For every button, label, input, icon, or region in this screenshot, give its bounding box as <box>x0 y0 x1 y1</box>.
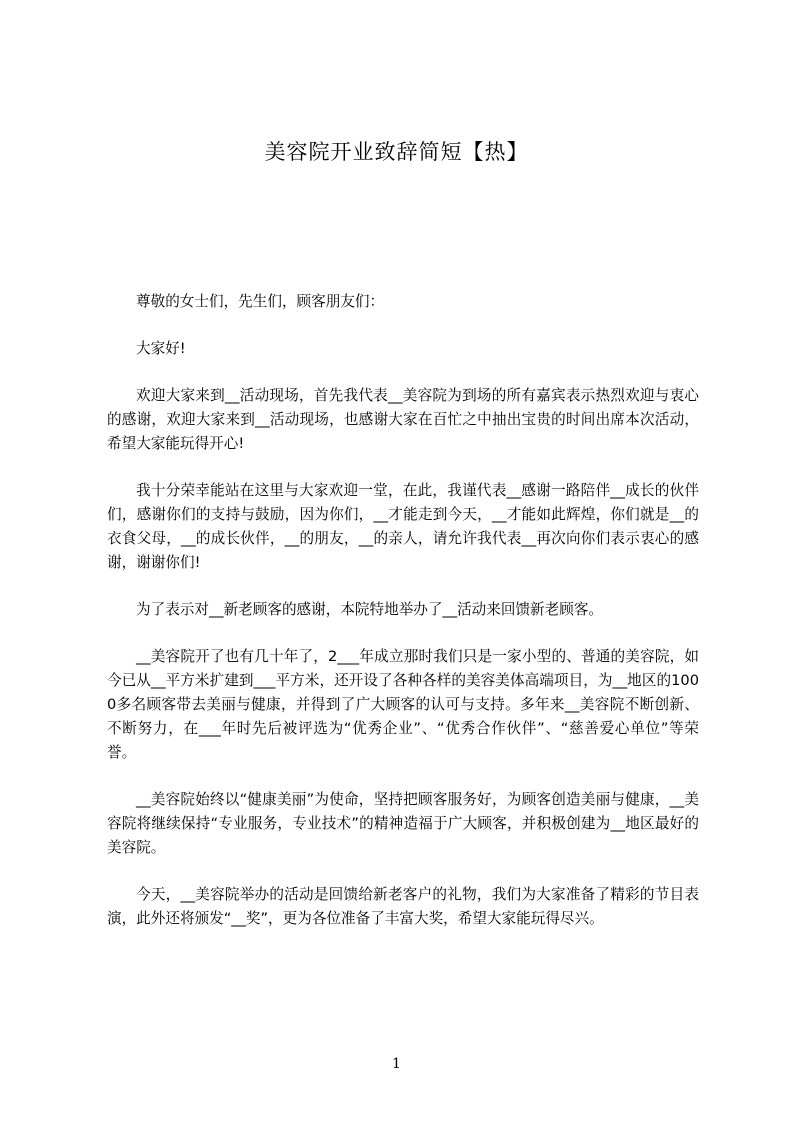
paragraph-greeting: 大家好! <box>136 340 186 357</box>
paragraph-salutation: 尊敬的女士们，先生们，顾客朋友们： <box>136 293 385 310</box>
paragraph-today: 今天，__美容院举办的活动是回馈给新老客户的礼物，我们为大家准备了精彩的节目表演，此外还将颁发“__奖”，更为各位准备了丰富大奖，希望大家能玩得尽兴。 <box>107 886 699 927</box>
page-number: 1 <box>392 1056 401 1072</box>
paragraph-event: 为了表示对__新老顾客的感谢，本院特地举办了__活动来回馈新老顾客。 <box>136 601 604 618</box>
document-title: 美容院开业致辞简短【热】 <box>264 140 529 164</box>
paragraph-history: __美容院开了也有几十年了，2___年成立那时我们只是一家小型的、普通的美容院，如今已从__平方米扩建到___平方米，还开设了各种各样的美容美体高端项目，为__地区的1000多名顾客带去美丽与健康，并得到了广大顾客的认可与支持。多年来__美容院不断创新、不断努力，在___年时先后被评选为“优秀企业”、“优秀合作伙伴”、“慈善爱心单位”等荣誉。 <box>107 648 699 761</box>
paragraph-mission: __美容院始终以“健康美丽”为使命，坚持把顾客服务好，为顾客创造美丽与健康，__美容院将继续保持“专业服务，专业技术”的精神造福于广大顾客，并积极创建为__地区最好的美容院。 <box>107 791 699 856</box>
document-body <box>107 290 699 954</box>
paragraph-welcome: 欢迎大家来到__活动现场，首先我代表__美容院为到场的所有嘉宾表示热烈欢迎与衷心的感谢，欢迎大家来到__活动现场，也感谢大家在百忙之中抽出宝贵的时间出席本次活动，希望大家能玩得开心! <box>107 387 699 452</box>
paragraph-thanks: 我十分荣幸能站在这里与大家欢迎一堂，在此，我谨代表__感谢一路陪伴__成长的伙伴们，感谢你们的支持与鼓励，因为你们，__才能走到今天，__才能如此辉煌，你们就是__的衣食父母，__的成长伙伴，__的朋友，__的亲人，请允许我代表__再次向你们表示衷心的感谢，谢谢你们! <box>107 482 699 571</box>
